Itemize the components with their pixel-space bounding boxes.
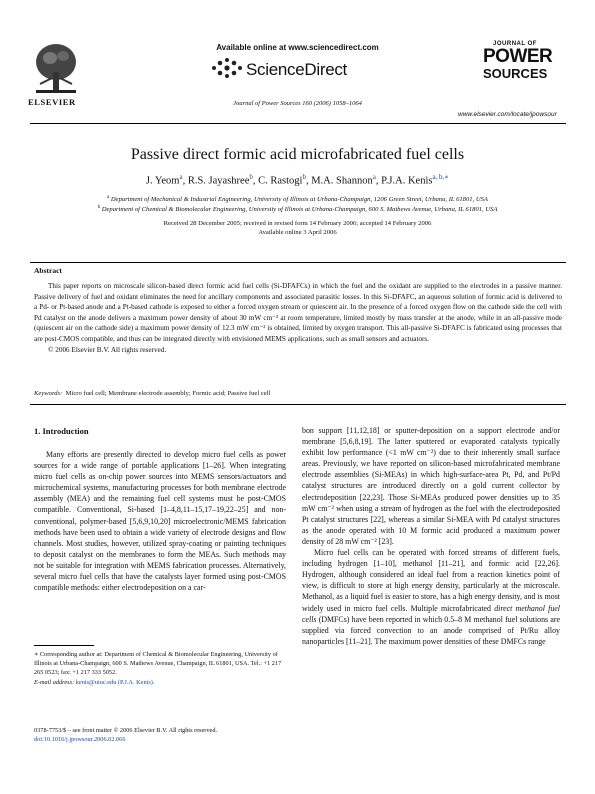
journal-logo-line3: SOURCES [483, 66, 548, 81]
footnote [34, 650, 284, 687]
intro-paragraph-cont: bon support [11,12,18] or sputter-deposition on a support electrode and/or membrane [5,6,8,19]. The latter sputtered or evaporated catalysts typically exhibit low performance (<1 mW cm⁻²) due to their inherently small surface areas. Previously, we have reported on silicon-based microfabricated membrane electrode assemblies (Si-MEAs) in which high-surface-area Pt, Pd, and Pt/Pd catalyst structures are introduced directly on a gold current collector by electrodeposition [22,23]. Those Si-MEAs produced power densities up to 35 mW cm⁻² when using a stream of hydrogen as the fuel with the electrodeposited Pt catalyst structures [22], whereas a similar Si-MEA with Pd catalyst structures as the anode operated with 10 M formic acid produced a maximum power density of 28 mW cm⁻² [23]. [302, 426, 560, 546]
keywords-text: Micro fuel cell; Membrane electrode assembly; Formic acid; Passive fuel cell [65, 390, 271, 397]
right-column [302, 425, 560, 647]
author-affil-sup[interactable]: b [302, 173, 306, 181]
issn-line: 0378-7753/$ – see front matter © 2006 Elsevier B.V. All rights reserved. [34, 727, 218, 734]
abstract-body [34, 281, 562, 355]
author-name: C. Rastogi [258, 175, 303, 187]
section-heading: 1. Introduction [34, 426, 89, 436]
abstract-copyright: © 2006 Elsevier B.V. All rights reserved. [48, 345, 167, 354]
author-affil-sup[interactable]: a, b,∗ [432, 173, 450, 181]
affiliation-a [0, 195, 595, 203]
available-online-text: Available online at www.sciencedirect.com [216, 43, 379, 52]
abstract-top-rule [30, 262, 566, 263]
abstract-heading: Abstract [34, 266, 62, 275]
author-list: J. Yeom$^a$, R.S. Jayashree$^b$, C. Rastogi$^b$, M.A. Shannon$^a$, P.J.A. Kenis$^{a, b,∗}$ [145, 173, 450, 187]
para-emphasis: direct methanol fuel cells [302, 603, 560, 624]
affil-text: Department of Chemical & Biomolecular Engineering, University of Illinois at Urbana-Champaign, 600 S. Mathews Avenue, Urbana, IL 61801, USA [101, 206, 498, 214]
email-line [34, 678, 284, 687]
author-affil-sup[interactable]: a [372, 173, 376, 181]
para-text: Micro fuel cells can be operated with forced streams of different fuels, including hydrogen [1–10], methanol [11–21], and formic acid [22,26]. Hydrogen, although considered an ideal fuel from a reaction kinetics point of view, is difficult to store at high energy density, particularly at the microscale. Methanol, as a liquid fuel is easier to store, has a high energy density, and is most widely used in micro fuel cells. Multiple microfabricated [302, 548, 560, 613]
journal-logo-line1: JOURNAL OF [493, 41, 537, 47]
affil-text: Department of Mechanical & Industrial Engineering, University of Illinois at Urbana-Champaign, 1206 Green Street, Urbana, IL 61801, USA [110, 196, 488, 204]
footnote-rule [34, 645, 94, 646]
keywords [34, 390, 270, 397]
publisher-name: ELSEVIER [28, 97, 76, 107]
abstract-bottom-rule [30, 404, 566, 405]
header-divider [30, 123, 566, 124]
keywords-label: Keywords: [34, 390, 63, 397]
email-label: E-mail address: [34, 679, 75, 686]
doi-link[interactable]: doi:10.1016/j.jpowsour.2006.02.066 [34, 736, 126, 743]
affiliation-b [0, 205, 595, 213]
author-name: J. Yeom [145, 175, 180, 187]
sciencedirect-dots-icon [210, 57, 244, 79]
intro-paragraph: Many efforts are presently directed to develop micro fuel cells as power sources for a wide range of portable applications [1–26]. When integrating micro fuel cells as on-chip power sources into MEMS sensors/actuators and microchemical systems, manufacturing processes for both membrane electrode assembly (MEA) and the remaining fuel cell systems must be post-CMOS compatible. Conventional, Si-based [1–4,8,11–15,17–19,22–25] and non-conventional, polymer-based [5,6,9,10,20] microelectronic/MEMS fabrication methods have been used to obtain a wide variety of electrode designs and flow channels. Most studies, however, utilized spray-coating or painting techniques to deposit catalyst on the membranes to form the MEAs. Such methods may not be suitable for integration with MEMS fabrication processes. Alternatively, several micro fuel cells that have the catalysts layer formed using post-CMOS compatible methods: either electrodeposition on a car- [34, 450, 286, 593]
left-column [34, 449, 286, 593]
article-title: Passive direct formic acid microfabricated fuel cells [130, 146, 465, 163]
intro-paragraph [302, 547, 560, 647]
author-affil-sup[interactable]: a [179, 173, 183, 181]
journal-logo-line2: POWER [483, 46, 553, 67]
journal-citation: Journal of Power Sources 160 (2006) 1058–1064 [233, 100, 362, 107]
online-date: Available online 3 April 2006 [258, 229, 337, 236]
author-name: M.A. Shannon [311, 175, 373, 187]
corresponding-author-note: ∗ Corresponding author at: Department of Chemical & Biomolecular Engineering, University of Illinois at Urbana-Champaign, 600 S. Mathews Avenue, Champaign, IL 61801, USA. Tel.: +1 217 265 0523; fax: +1 217 333 5052. [34, 651, 282, 676]
author-name: P.J.A. Kenis [381, 175, 433, 187]
author-affil-sup[interactable]: b [249, 173, 253, 181]
para-text: (DMFCs) have been reported in which 0.5–8 M methanol fuel solutions are supplied via forced convection to an anode comprised of Pt/Ru alloy nanoparticles [11–21]. The maximum power densities of these DMFCs range [302, 614, 560, 646]
affil-marker: a [107, 195, 110, 200]
journal-url[interactable]: www.elsevier.com/locate/jpowsour [458, 111, 557, 118]
journal-logo [483, 37, 553, 103]
author-name: R.S. Jayashree [187, 175, 250, 187]
email-link[interactable]: kenis@uiuc.edu (P.J.A. Kenis). [75, 679, 155, 686]
abstract-text: This paper reports on microscale silicon-based direct formic acid fuel cells (Si-DFAFCs) in which the fuel and the oxidant are supplied to the electrodes in a passive manner. Passive delivery of fuel and oxidant eliminates the need for ancillary components and associated parasitic losses. In this Si-DFAFC, an aqueous solution of formic acid is delivered to a Pd- or Pt-based anode and a Pt-based cathode is exposed to either a forced oxygen stream or quiescent air. In the presence of a forced oxygen flow on the cathode side the cell with Pd catalyst on the anode delivers a maximum power density of about 30 mW cm⁻² at room temperature, limited mostly by mass transfer at the anode, while in an all-passive mode (quiescent air on the cathode side) a maximum power density of 12.3 mW cm⁻² is obtained, limited by oxygen transport. This all-passive Si-DFAFC is fabricated using processes that are post-CMOS compatible, and thus can be integrated directly with envisioned MEMS applications, such as small sensors and actuators. [34, 282, 562, 343]
received-dates: Received 28 December 2005; received in revised form 14 February 2006; accepted 14 February 2006 [163, 220, 432, 227]
affil-marker: b [97, 205, 101, 210]
sciencedirect-wordmark: ScienceDirect [246, 60, 347, 79]
